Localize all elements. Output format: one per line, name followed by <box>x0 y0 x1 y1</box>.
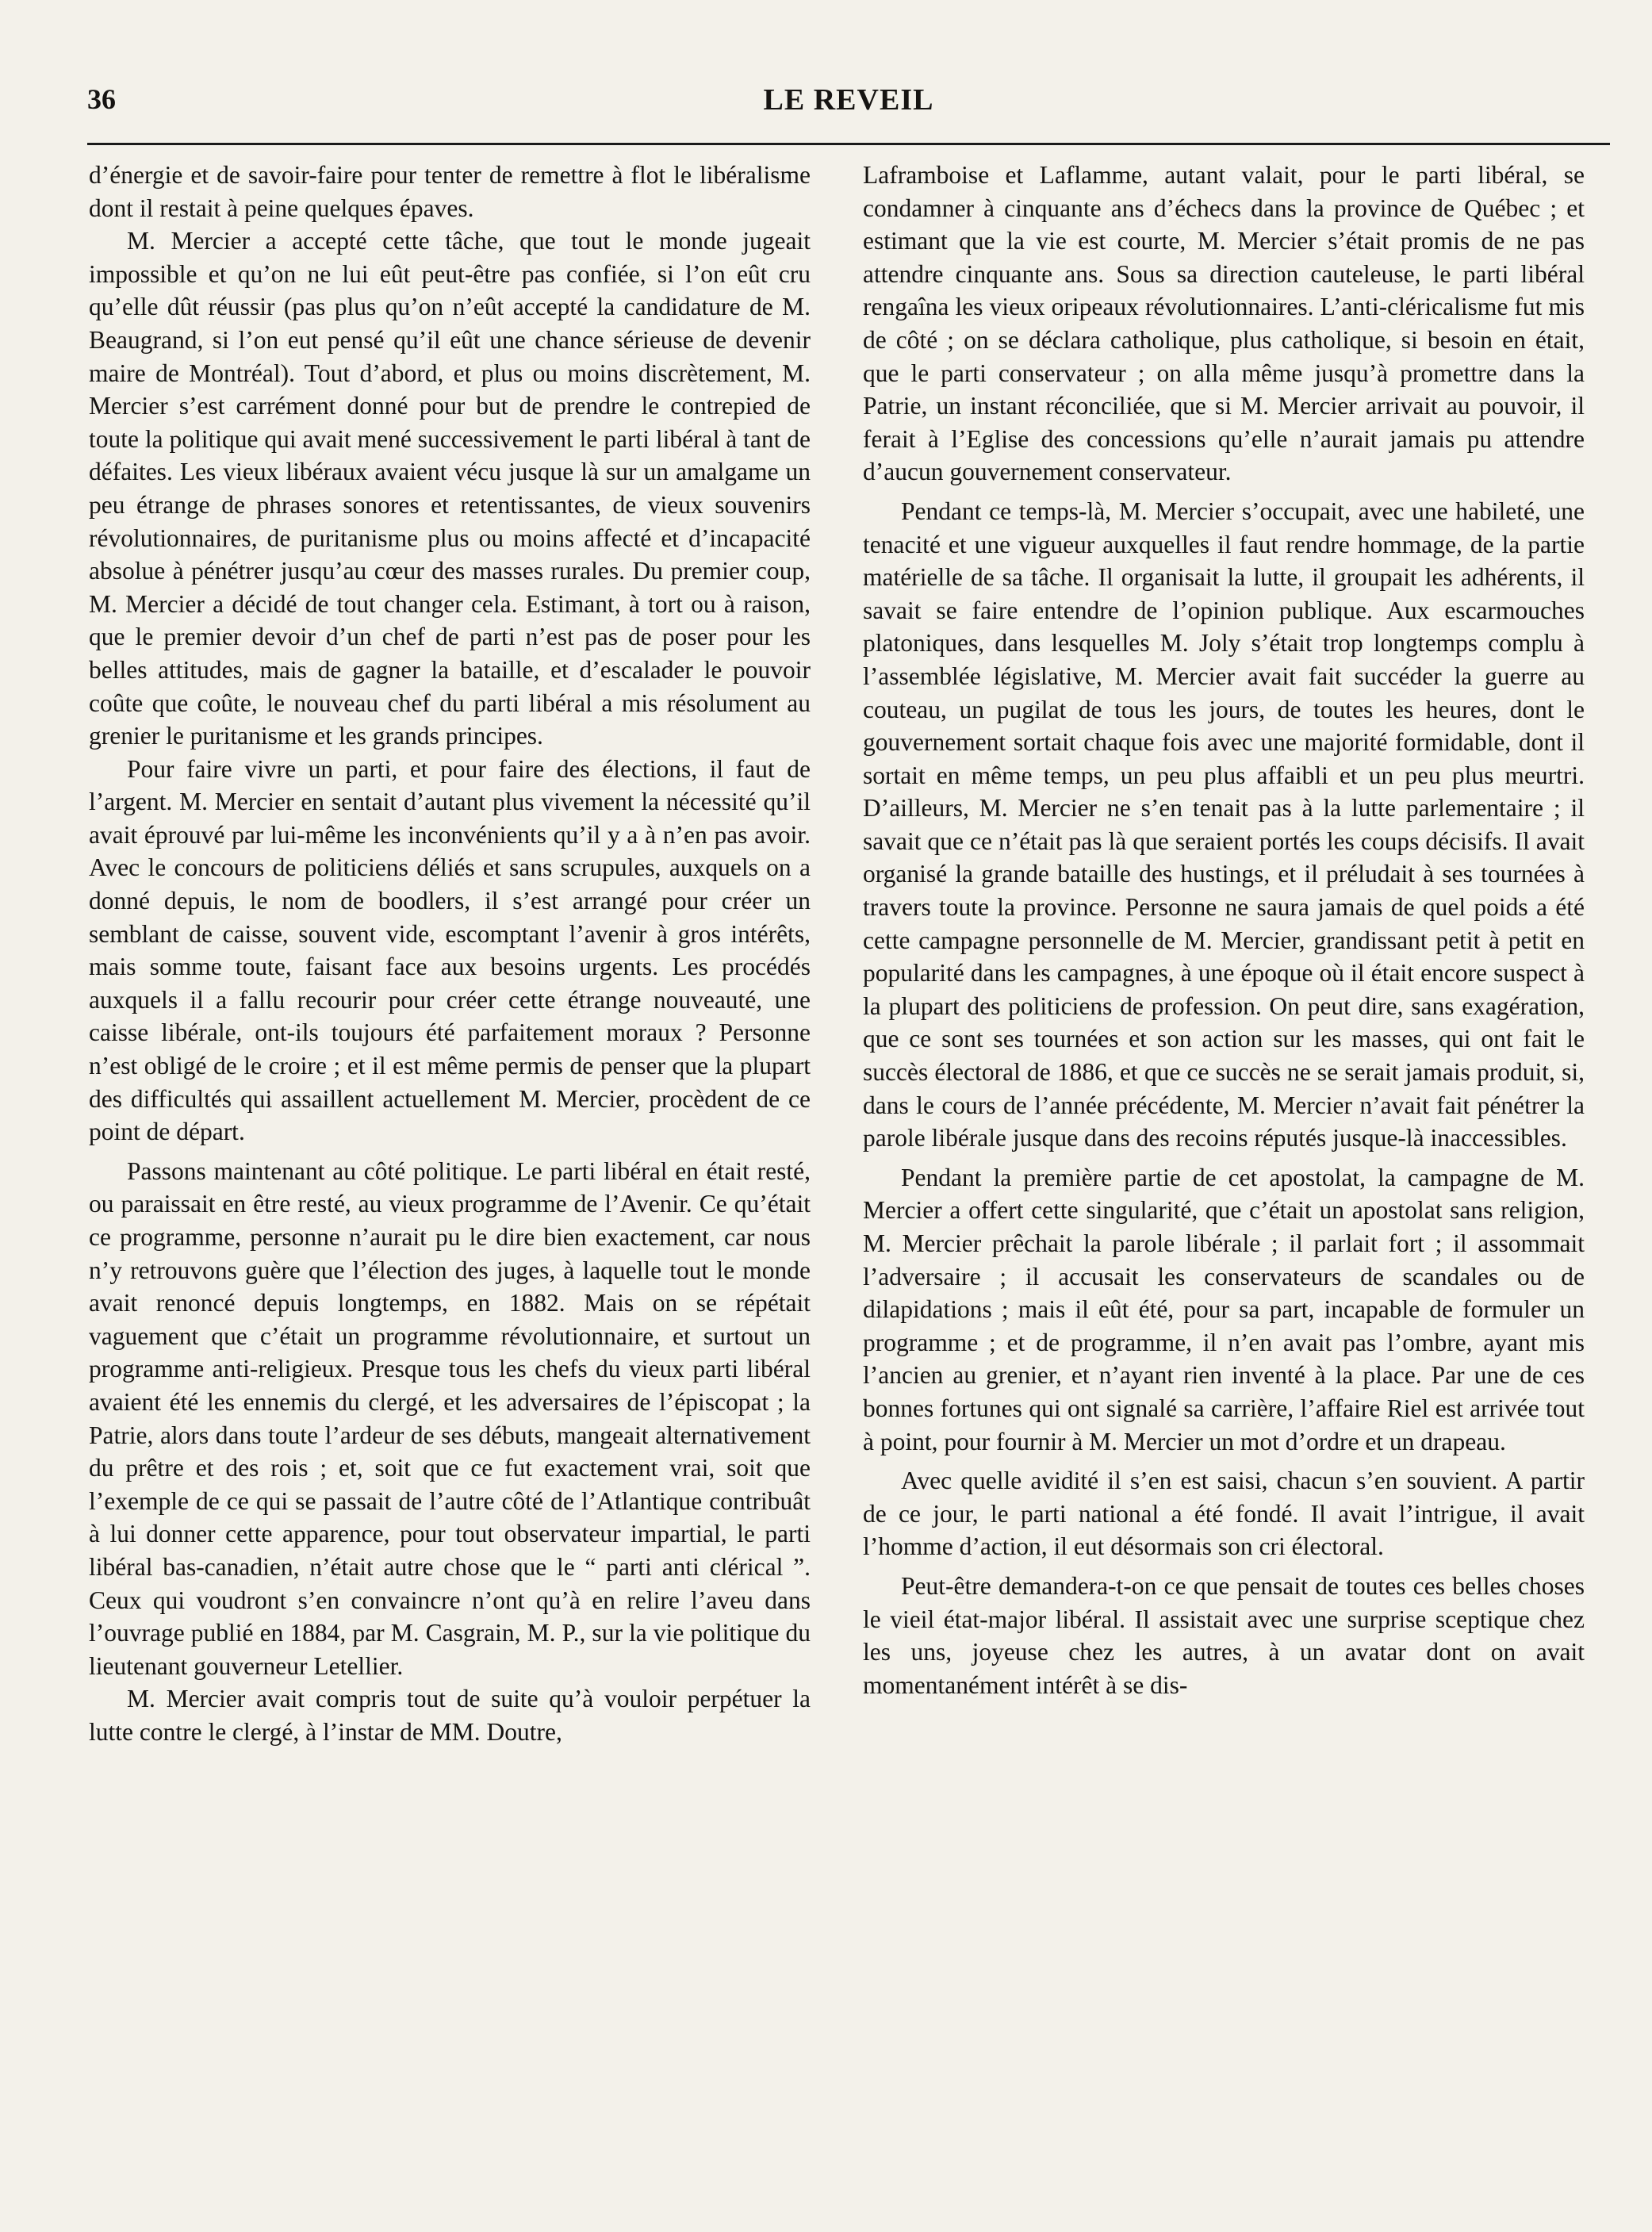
paragraph: d’énergie et de savoir-faire pour tenter de remettre à flot le libéralisme dont il restait à peine quelques épaves. <box>89 161 811 222</box>
paragraph: Pendant ce temps-là, M. Mercier s’occupait, avec une habileté, une tenacité et une vigueur auxquelles il faut rendre hommage, de la partie matérielle de sa tâche. Il organisait la lutte, il groupait les adhérents, il savait se faire entendre de l’opinion publique. Aux escarmouches platoniques, dans lesquelles M. Joly s’était trop longtemps complu à l’assemblée législative, M. Mercier avait fait succéder la guerre au couteau, un pugilat de tous les jours, de toutes les heures, dont le gouvernement sortait chaque fois avec une majorité formidable, dont il sortait en même temps, un peu plus affaibli et un peu plus meurtri. D’ailleurs, M. Mercier ne s’en tenait pas à la lutte parlementaire ; il savait que ce n’était pas là que seraient portés les coups décisifs. Il avait organisé la grande bataille des hustings, et il préludait à ses tournées à travers toute la province. Personne ne saura jamais de quel poids a été cette campagne personnelle de M. Mercier, grandissant petit à petit en popularité dans les campagnes, à une époque où il était encore suspect à la plupart des politiciens de profession. On peut dire, sans exagération, que ce sont ses tournées et son action sur les masses, qui ont fait le succès électoral de 1886, et que ce succès ne se serait jamais produit, si, dans le cours de l’année précédente, M. Mercier n’avait fait pénétrer la parole libérale jusque dans des recoins réputés jusque-là inaccessibles. <box>863 497 1585 1152</box>
paragraph: Avec quelle avidité il s’en est saisi, chacun s’en souvient. A partir de ce jour, le parti national a été fondé. Il avait l’intrigue, il avait l’homme d’action, il eut désormais son cri électoral. <box>863 1467 1585 1561</box>
running-title: LE REVEIL <box>763 83 934 117</box>
page-header <box>87 79 1610 127</box>
paragraph: Pour faire vivre un parti, et pour faire des élections, il faut de l’argent. M. Mercier en sentait d’autant plus vivement la nécessité qu’il avait éprouvé par lui-même les inconvénients qu’il y a à n’en pas avoir. Avec le concours de politiciens déliés et sans scrupules, auxquels on a donné depuis, le nom de boodlers, il s’est arrangé pour créer un semblant de caisse, souvent vide, escomptant l’avenir à gros intérêts, mais somme toute, faisant face aux besoins urgents. Les procédés auxquels il a fallu recourir pour créer cette étrange nouveauté, une caisse libérale, ont-ils toujours été parfaitement moraux ? Personne n’est obligé de le croire ; et il est même permis de penser que la plupart des difficultés qui assaillent actuellement M. Mercier, procèdent de ce point de départ. <box>89 754 811 1146</box>
left-column <box>89 159 811 1749</box>
right-column <box>863 159 1585 1701</box>
paragraph: Laframboise et Laflamme, autant valait, pour le parti libéral, se condamner à cinquante ans d’échecs dans la province de Québec ; et estimant que la vie est courte, M. Mercier s’était promis de ne pas attendre cinquante ans. Sous sa direction cauteleuse, le parti libéral rengaîna les vieux oripeaux révolutionnaires. L’anti-cléricalisme fut mis de côté ; on se déclara catholique, plus catholique, si besoin en était, que le parti conservateur ; on alla même jusqu’à promettre dans la Patrie, un instant réconciliée, que si M. Mercier arrivait au pouvoir, il ferait à l’Eglise des concessions qu’elle n’aurait jamais pu attendre d’aucun gouvernement conservateur. <box>863 161 1585 486</box>
paragraph: Pendant la première partie de cet apostolat, la campagne de M. Mercier a offert cette singularité, que c’était un apostolat sans religion, M. Mercier prêchait la parole libérale ; il parlait fort ; il assommait l’adversaire ; il accusait les conservateurs de scandales ou de dilapidations ; mais il eût été, pour sa part, incapable de formuler un programme ; et de programme, il n’en avait pas l’ombre, ayant mis l’ancien au grenier, et n’ayant rien inventé à la place. Par une de ces bonnes fortunes qui ont signalé sa carrière, l’affaire Riel est arrivée tout à point, pour fournir à M. Mercier un mot d’ordre et un drapeau. <box>863 1163 1585 1455</box>
header-rule <box>87 143 1610 145</box>
paragraph: M. Mercier avait compris tout de suite qu’à vouloir perpétuer la lutte contre le clergé, à l’instar de MM. Doutre, <box>89 1685 811 1746</box>
page-number: 36 <box>87 83 116 115</box>
paragraph: M. Mercier a accepté cette tâche, que tout le monde jugeait impossible et qu’on ne lui eût peut-être pas confiée, si l’on eût cru qu’elle dût réussir (pas plus qu’on n’eût accepté la candidature de M. Beaugrand, si l’on eut pensé qu’il eût une chance sérieuse de devenir maire de Montréal). Tout d’abord, et plus ou moins discrètement, M. Mercier s’est carrément donné pour but de prendre le contrepied de toute la politique qui avait mené successivement le parti libéral à tant de défaites. Les vieux libéraux avaient vécu jusque là sur un amalgame un peu étrange de phrases sonores et retentissantes, de vieux souvenirs révolutionnaires, de puritanisme plus ou moins affecté et d’incapacité absolue à pénétrer jusqu’au cœur des masses rurales. Du premier coup, M. Mercier a décidé de tout changer cela. Estimant, à tort ou à raison, que le premier devoir d’un chef de parti n’est pas de poser pour les belles attitudes, mais de gagner la bataille, et d’escalader le pouvoir coûte que coûte, le nouveau chef du parti libéral a mis résolument au grenier le puritanisme et les grands principes. <box>89 227 811 750</box>
paragraph: Passons maintenant au côté politique. Le parti libéral en était resté, ou paraissait en être resté, au vieux programme de l’Avenir. Ce qu’était ce programme, personne n’aurait pu le dire bien exactement, car nous n’y retrouvons guère que l’élection des juges, à laquelle tout le monde avait renoncé depuis longtemps, en 1882. Mais on se répétait vaguement que c’était un programme révolutionnaire, et surtout un programme anti-religieux. Presque tous les chefs du vieux parti libéral avaient été les ennemis du clergé, et les adversaires de l’épiscopat ; la Patrie, alors dans toute l’ardeur de ses débuts, mangeait alternativement du prêtre et des rois ; et, soit que ce fut exactement vrai, soit que l’exemple de ce qui se passait de l’autre côté de l’Atlantique contribuât à lui donner cette apparence, pour tout observateur impartial, le parti libéral bas-canadien, n’était autre chose que le “ parti anti clérical ”. Ceux qui voudront s’en convaincre n’ont qu’à en relire l’aveu dans l’ouvrage publié en 1884, par M. Casgrain, M. P., sur la vie politique du lieutenant gouverneur Letellier. <box>89 1156 811 1680</box>
paragraph: Peut-être demandera-t-on ce que pensait de toutes ces belles choses le vieil état-major libéral. Il assistait avec une surprise sceptique chez les uns, joyeuse chez les autres, à un avatar dont on avait momentanément intérêt à se dis- <box>863 1571 1585 1699</box>
